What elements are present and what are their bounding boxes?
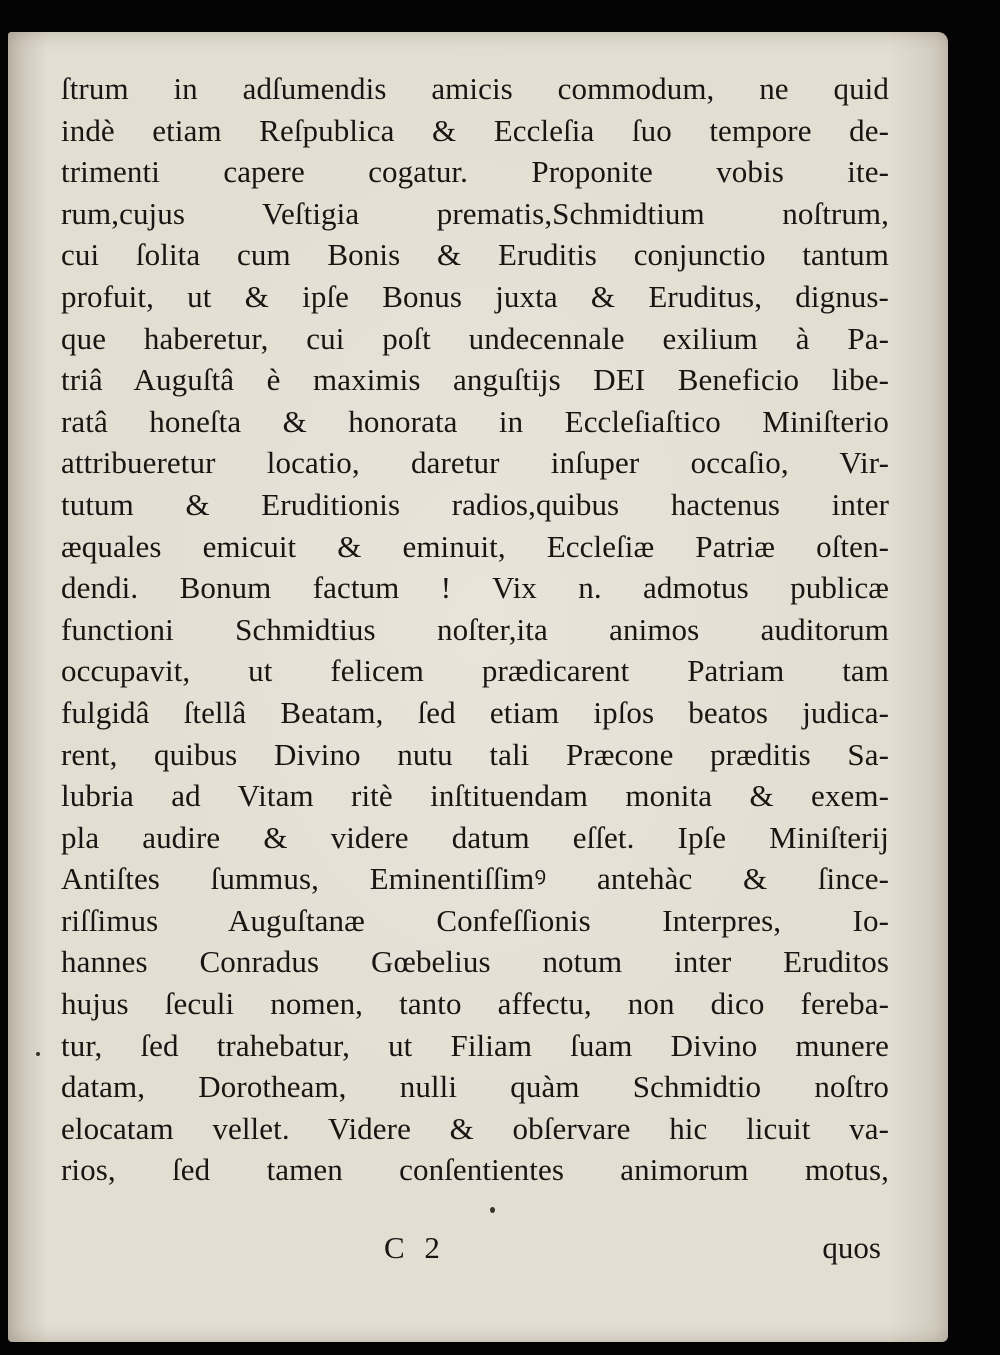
text-line-9: ratâ honeſta & honorata in Eccleſiaſtico Miniſterio [61,403,889,439]
margin-speck [36,1052,40,1056]
body-text [61,68,889,1191]
text-line-26: elocatam vellet. Videre & obſervare hic licuit va- [61,1110,889,1146]
text-line-25: datam, Dorotheam, nulli quàm Schmidtio noſtro [61,1069,889,1105]
text-line-7: que haberetur, cui poſt undecennale exilium à Pa- [61,320,889,356]
text-line-27: rios, ſed tamen conſentientes animorum motus, [61,1152,889,1188]
text-line-23: hujus ſeculi nomen, tanto affectu, non dico fereba- [61,986,889,1022]
page-footer [61,1230,889,1272]
text-line-15: occupavit, ut felicem prædicarent Patriam tam [61,653,889,689]
text-line-5: cui ſolita cum Bonis & Eruditis conjunctio tantum [61,237,889,273]
text-line-6: profuit, ut & ipſe Bonus juxta & Eruditus, dignus- [61,278,889,314]
text-line-11: tutum & Eruditionis radios,quibus hactenus inter [61,486,889,522]
text-line-2: indè etiam Reſpublica & Eccleſia ſuo tempore de- [61,112,889,148]
ink-speck [490,1207,495,1213]
catchword: quos [822,1230,881,1265]
text-line-1: ſtrum in adſumendis amicis commodum, ne quid [61,71,889,106]
text-line-16: fulgidâ ſtellâ Beatam, ſed etiam ipſos beatos judica- [61,694,889,730]
text-line-17: rent, quibus Divino nutu tali Præcone præditis Sa- [61,736,889,772]
text-line-10: attribueretur locatio, daretur inſuper occaſio, Vir- [61,445,889,481]
text-line-18: lubria ad Vitam ritè inſtituendam monita & exem- [61,778,889,814]
text-line-14: functioni Schmidtius noſter,ita animos auditorum [61,611,889,647]
text-line-19: pla audire & videre datum eſſet. Ipſe Miniſterij [61,819,889,855]
text-line-12: æquales emicuit & eminuit, Eccleſiæ Patriæ oſten- [61,528,889,564]
text-line-3: trimenti capere cogatur. Proponite vobis ite- [61,154,889,190]
text-line-13: dendi. Bonum factum ! Vix n. admotus publicæ [61,570,889,606]
text-line-4: rum,cujus Veſtigia prematis,Schmidtium noſtrum, [61,195,889,231]
text-line-22: hannes Conradus Gœbelius notum inter Eruditos [61,944,889,980]
text-line-21: riſſimus Auguſtanæ Confeſſionis Interpres, Io- [61,902,889,938]
text-line-24: tur, ſed trahebatur, ut Filiam ſuam Divino munere [61,1027,889,1063]
text-line-20: Antiſtes ſummus, Eminentiſſimꝰ antehàc & ſince- [61,861,889,897]
text-line-8: triâ Auguſtâ è maximis anguſtijs DEI Beneficio libe- [61,362,889,398]
signature-mark: C 2 [384,1230,446,1265]
book-page [8,32,948,1342]
